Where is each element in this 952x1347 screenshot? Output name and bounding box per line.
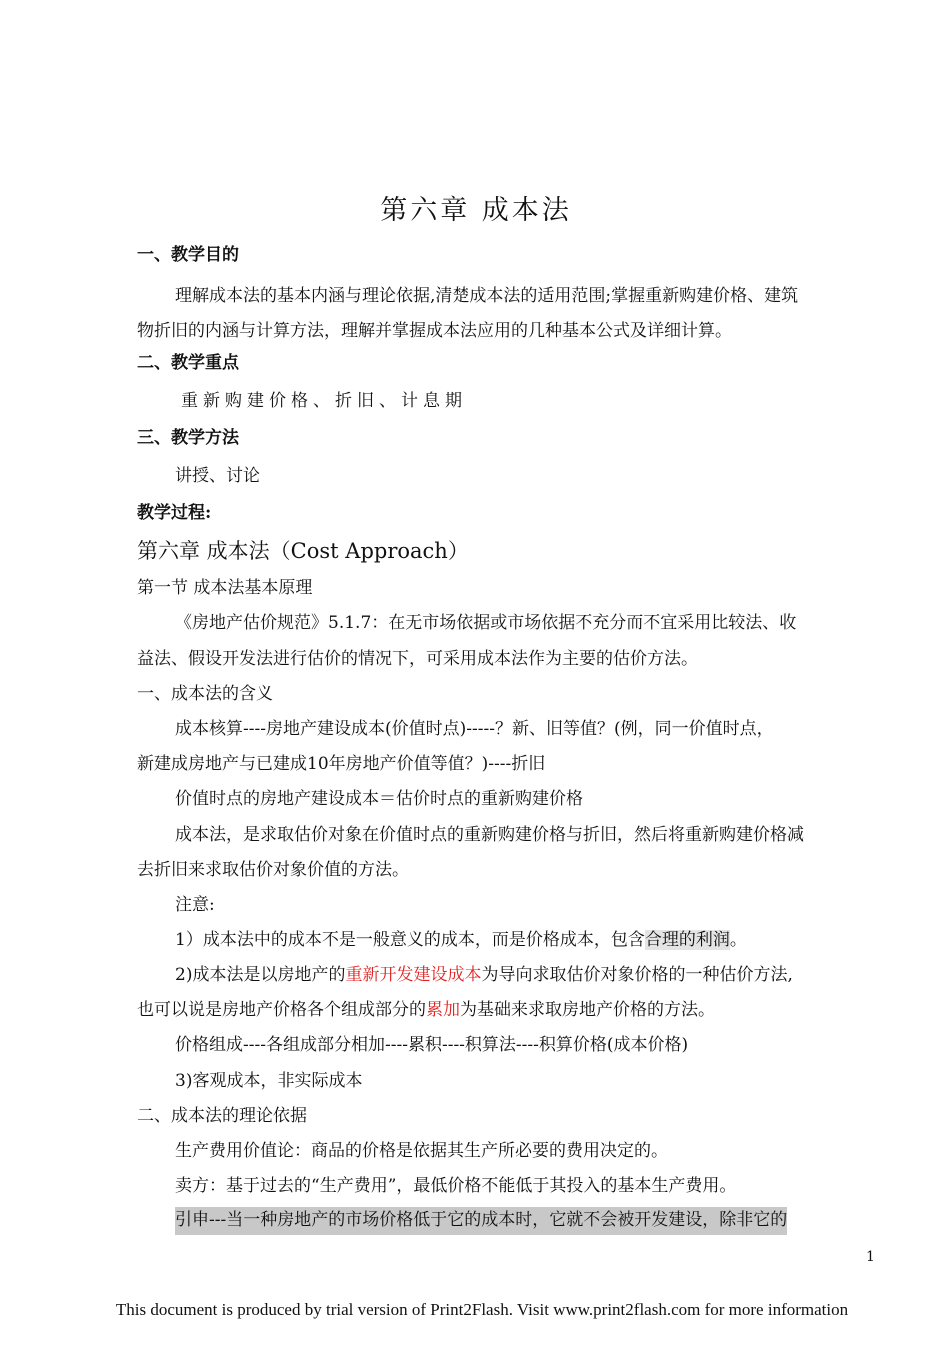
note-2-line-2: [137, 999, 715, 1021]
spec-quote-line-1: 《房地产估价规范》5.1.7：在无市场依据或市场依据不充分而不宜采用比较法、收: [175, 613, 797, 633]
note-2-text-a: 2)成本法是以房地产的: [175, 965, 346, 985]
teaching-process-heading: 教学过程:: [137, 503, 212, 523]
meaning-heading: 一、成本法的含义: [137, 684, 273, 704]
meaning-line-5: 去折旧来求取估价对象价值的方法。: [137, 860, 409, 880]
note-2-red-text-b: 累加: [426, 1000, 460, 1020]
note-3: 3)客观成本，非实际成本: [175, 1071, 363, 1091]
document-title: 第六章 成本法: [380, 195, 572, 226]
note-2-text-d: 为基础来求取房地产价格的方法。: [460, 1000, 715, 1020]
section-heading-methods: 三、教学方法: [137, 428, 239, 448]
meaning-line-1: 成本核算----房地产建设成本(价值时点)-----？新、旧等值？(例，同一价值时点，: [175, 719, 774, 739]
key-points-body: 重新购建价格、折旧、计息期: [181, 391, 467, 411]
meaning-line-4: 成本法，是求取估价对象在价值时点的重新购建价格与折旧，然后将重新购建价格减: [175, 825, 804, 845]
note-1-prefix: 1）成本法中的成本不是一般意义的成本，而是价格成本，包含: [175, 930, 645, 950]
page-number: 1: [866, 1249, 875, 1265]
trial-footer-notice: This document is produced by trial version of Print2Flash. Visit www.print2flash.com for more information: [115, 1300, 849, 1319]
note-label: 注意:: [175, 895, 215, 915]
note-1-highlight: 合理的利润: [644, 930, 730, 950]
section-heading-key-points: 二、教学重点: [137, 353, 239, 373]
meaning-line-3: 价值时点的房地产建设成本＝估价时点的重新购建价格: [175, 789, 583, 809]
objectives-line-2: 物折旧的内涵与计算方法，理解并掌握成本法应用的几种基本公式及详细计算。: [137, 321, 732, 341]
theory-heading: 二、成本法的理论依据: [137, 1106, 307, 1126]
objectives-line-1: 理解成本法的基本内涵与理论依据,清楚成本法的适用范围;掌握重新购建价格、建筑: [175, 286, 799, 306]
note-1-suffix: 。: [729, 930, 747, 950]
chapter-heading: 第六章 成本法（Cost Approach）: [137, 539, 469, 563]
note-2-red-text-a: 重新开发建设成本: [345, 965, 482, 985]
note-1: [175, 929, 747, 951]
note-2-line-1: [175, 964, 793, 986]
note-2-text-c: 也可以说是房地产价格各个组成部分的: [137, 1000, 426, 1020]
theory-line-1: 生产费用价值论：商品的价格是依据其生产所必要的费用决定的。: [175, 1141, 668, 1161]
section-heading-objectives: 一、教学目的: [137, 245, 239, 265]
theory-line-2: 卖方：基于过去的“生产费用”，最低价格不能低于其投入的基本生产费用。: [175, 1176, 737, 1196]
theory-line-3-highlighted: 引申---当一种房地产的市场价格低于它的成本时，它就不会被开发建设，除非它的: [175, 1207, 787, 1235]
section-one-title: 第一节 成本法基本原理: [137, 578, 313, 598]
price-composition-line: 价格组成----各组成部分相加----累积----积算法----积算价格(成本价格): [175, 1035, 689, 1055]
note-2-text-b: 为导向求取估价对象价格的一种估价方法,: [481, 965, 793, 985]
methods-body: 讲授、讨论: [175, 466, 260, 486]
meaning-line-2: 新建成房地产与已建成10年房地产价值等值？)----折旧: [137, 754, 546, 774]
spec-quote-line-2: 益法、假设开发法进行估价的情况下，可采用成本法作为主要的估价方法。: [137, 649, 698, 669]
